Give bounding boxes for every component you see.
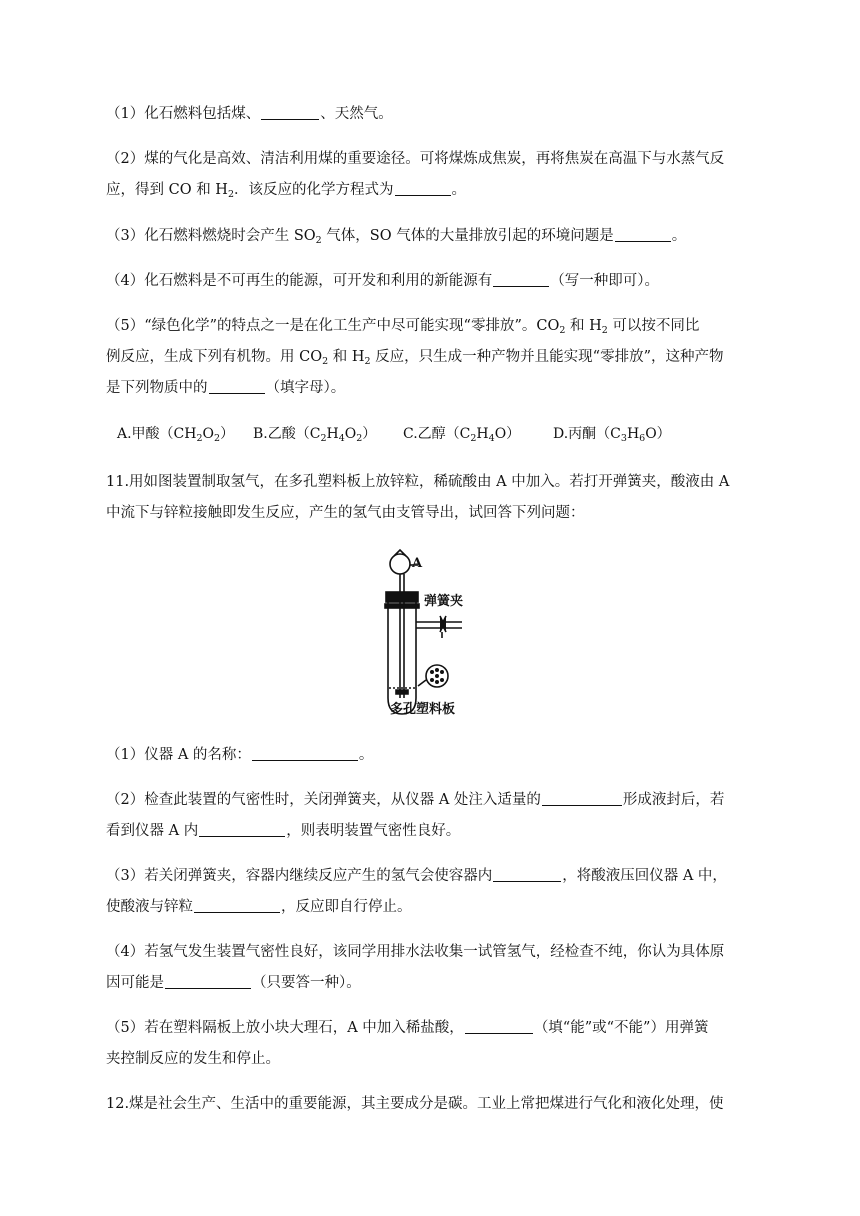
q10-part3 [106,226,686,246]
q10-part5-line1 [106,316,699,336]
figure-label-a: A [412,556,423,571]
option-text: O [344,426,357,442]
answer-blank[interactable] [615,227,671,242]
subscript: 2 [559,325,566,336]
option-b[interactable] [253,424,376,444]
q10-part3-text: 气体，SO 气体的大量排放引起的环境问题是 [321,228,614,244]
q10-part4-text: （4）化石燃料是不可再生的能源，可开发和利用的新能源有 [106,273,493,289]
subscript: 4 [338,433,345,444]
q11-part4-text: 因可能是 [106,975,164,991]
q10-part4-text: （写一种即可）。 [550,273,659,289]
subscript: 3 [620,433,627,444]
q10-part5-text: 和 H [565,318,602,334]
subscript: 6 [639,433,646,444]
q11-part2-line1 [106,790,724,810]
answer-blank[interactable] [465,1019,533,1034]
answer-blank[interactable] [252,746,358,761]
q11-part2-text: 形成液封后，若 [622,792,725,808]
subscript: 2 [470,433,477,444]
answer-blank[interactable] [493,272,549,287]
q11-part1-text: 。 [358,747,374,763]
answer-blank[interactable] [493,867,561,882]
option-text: H [626,426,640,442]
option-text: O [202,426,215,442]
answer-blank[interactable] [199,822,285,837]
q10-part5-line3 [106,378,345,398]
option-d[interactable] [553,424,671,444]
answer-blank[interactable] [194,898,280,913]
q10-part5-text: 和 H [328,349,365,365]
figure-label-clamp: 弹簧夹 [424,594,464,609]
q10-part4 [106,271,659,291]
q11-stem-text: 11.用如图装置制取氢气，在多孔塑料板上放锌粒，稀硫酸由 A 中加入。若打开弹簧夹，酸液由 A [106,474,730,490]
subscript: 2 [364,356,371,367]
q11-part5-line1 [106,1018,708,1038]
option-text: O） [645,426,671,442]
q10-part1-text: （1）化石燃料包括煤、 [106,106,261,122]
answer-blank[interactable] [165,974,251,989]
subscript: 2 [320,433,327,444]
figure-label-plate: 多孔塑料板 [390,702,456,717]
option-a[interactable] [117,424,234,444]
q10-part5-text: （5）“绿色化学”的特点之一是在化工生产中尽可能实现“零排放”。CO [106,318,560,334]
answer-blank[interactable] [395,181,451,196]
q11-part4-text: （只要答一种）。 [252,975,361,991]
q11-part3-line2 [106,897,412,917]
apparatus-diagram [382,548,497,718]
q10-part5-text: 是下列物质中的 [106,380,208,396]
answer-blank[interactable] [209,379,265,394]
q11-part3-text: 使酸液与锌粒 [106,899,193,915]
subscript: 2 [322,356,329,367]
option-text: H [326,426,339,442]
q11-part5-text: 夹控制反应的发生和停止。 [106,1051,280,1067]
q11-part3-text: ，反应即自行停止。 [281,899,412,915]
q11-part4-line1 [106,942,724,962]
q12-stem-line1 [106,1094,724,1114]
q11-part5-text: （填“能”或“不能”）用弹簧 [533,1020,709,1036]
q10-part3-text: 。 [671,228,687,244]
q11-part3-text: （3）若关闭弹簧夹，容器内继续反应产生的氢气会使容器内 [106,868,493,884]
q11-part3-line1 [106,866,727,886]
q11-part5-line2 [106,1049,280,1069]
q10-part2-text: （2）煤的气化是高效、清洁利用煤的重要途径。可将煤炼成焦炭，再将焦炭在高温下与水蒸气反 [106,151,725,167]
q10-part2-text: 应，得到 CO 和 H [106,182,228,198]
q10-part5-text: 可以按不同比 [607,318,700,334]
option-text: ） [362,426,377,442]
q11-part1-text: （1）仪器 A 的名称： [106,747,251,763]
subscript: 2 [196,433,203,444]
option-text: H [476,426,489,442]
subscript: 4 [488,433,495,444]
q11-stem-line1 [106,472,729,492]
q10-part5-text: 例反应，生成下列有机物。用 CO [106,349,323,365]
q10-part5-text: 反应，只生成一种产物并且能实现“零排放”，这种产物 [370,349,724,365]
q11-part2-text: 看到仪器 A 内 [106,823,199,839]
q11-part4-line2 [106,973,361,993]
q10-part2-text: 。 [451,182,467,198]
q11-part2-text: ，则表明装置气密性良好。 [286,823,461,839]
q11-part5-text: （5）若在塑料隔板上放小块大理石，A 中加入稀盐酸， [106,1020,464,1036]
q12-stem-text: 12.煤是社会生产、生活中的重要能源，其主要成分是碳。工业上常把煤进行气化和液化处理，使 [106,1096,724,1112]
subscript: 2 [214,433,221,444]
q11-part2-text: （2）检查此装置的气密性时，关闭弹簧夹，从仪器 A 处注入适量的 [106,792,541,808]
option-text: B.乙酸（C [253,426,321,442]
option-text: D.丙酮（C [553,426,621,442]
option-text: C.乙醇（C [403,426,471,442]
q10-part2-line2 [106,180,466,200]
subscript: 2 [227,189,235,200]
q10-part3-text: （3）化石燃料燃烧时会产生 SO [106,228,316,244]
option-text: ） [220,426,235,442]
q11-part4-text: （4）若氢气发生装置气密性良好，该同学用排水法收集一试管氢气，经检查不纯，你认为具体原 [106,944,725,960]
q10-part1 [106,104,393,124]
option-c[interactable] [403,424,520,444]
q11-part1 [106,745,373,765]
q11-part3-text: ，将酸液压回仪器 A 中， [562,868,727,884]
answer-blank[interactable] [542,791,622,806]
subscript: 2 [601,325,608,336]
q11-stem-text: 中流下与锌粒接触即发生反应，产生的氢气由支管导出，试回答下列问题： [106,505,585,521]
subscript: 2 [356,433,363,444]
option-text: O） [494,426,521,442]
answer-blank[interactable] [261,105,319,120]
q10-part1-text-end: 、天然气。 [320,106,393,122]
q10-part2-line1 [106,149,724,169]
q11-part2-line2 [106,821,460,841]
apparatus-figure [382,548,497,718]
q11-stem-line2 [106,503,585,523]
q10-part5-line2 [106,347,724,367]
q10-part5-text: （填字母）。 [265,380,346,396]
subscript: 2 [315,235,322,246]
option-text: A.甲酸（CH [117,426,197,442]
q10-part2-text: ．该反应的化学方程式为 [234,182,394,198]
